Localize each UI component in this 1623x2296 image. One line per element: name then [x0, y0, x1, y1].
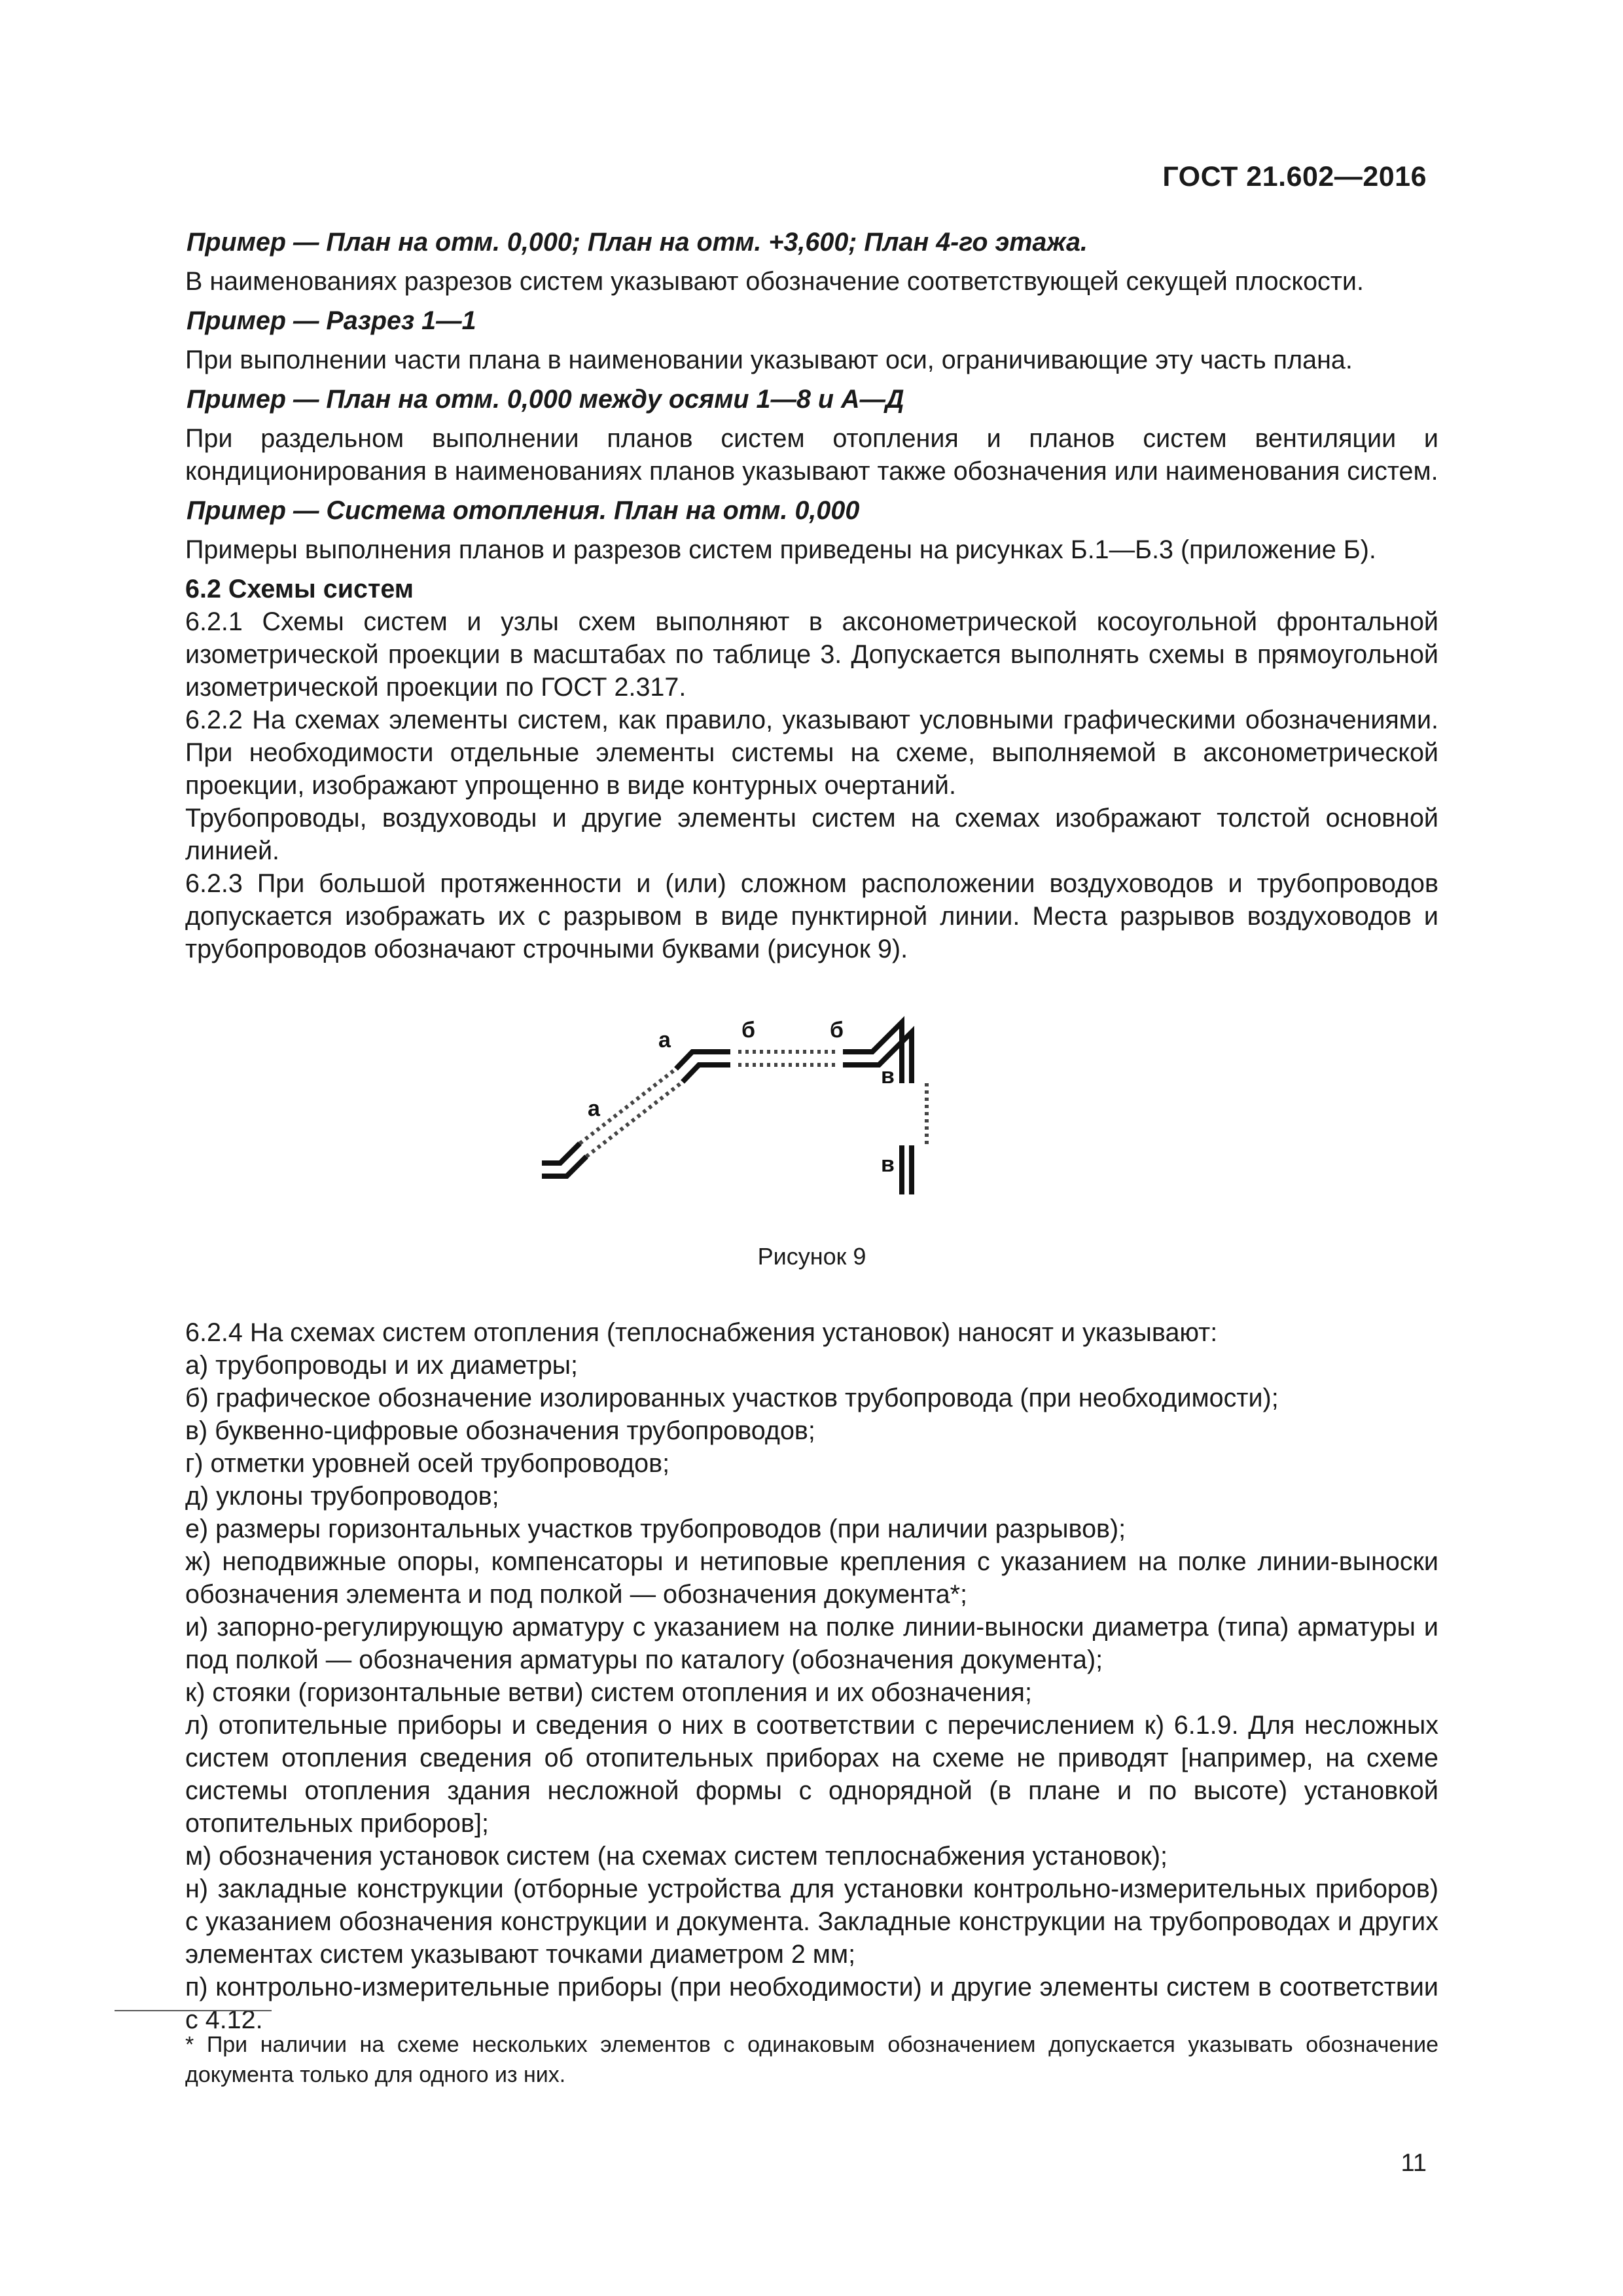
example-line-2: Пример — Разрез 1—1 [187, 306, 476, 335]
requirements-list [185, 1316, 1438, 2036]
list-item: д) уклоны трубопроводов; [185, 1482, 499, 1511]
paragraph-6-2-1: 6.2.1 Схемы систем и узлы схем выполняют в аксонометрической косоугольной фронтальной изометрической проекции в масштабах по таблице 3. Допускается выполнять схемы в прямоугольной изометрической проекции по ГОСТ 2.317. [185, 607, 1438, 702]
paragraph-plan-part: При выполнении части плана в наименовании указывают оси, ограничивающие эту часть плана. [185, 346, 1353, 374]
list-item: л) отопительные приборы и сведения о них в соответствии с перечислением к) 6.1.9. Для несложных систем отопления сведения об отопительных приборах на схеме не приводят [например, на схеме системы отопления здания несложной формы с однорядной (в плане и по высоте) установкой отопительных приборов]; [185, 1711, 1438, 1838]
label-b-left: б [741, 1018, 756, 1043]
paragraph-6-2-2: 6.2.2 На схемах элементы систем, как правило, указывают условными графическими обозначениями. При необходимости отдельные элементы системы на схеме, выполняемой в аксонометрической проекции, изображают упрощенно в виде контурных очертаний. [185, 706, 1438, 800]
list-item: в) буквенно-цифровые обозначения трубопроводов; [185, 1416, 815, 1445]
footnote-divider [115, 2010, 272, 2011]
list-item: к) стояки (горизонтальные ветви) систем отопления и их обозначения; [185, 1678, 1032, 1707]
label-v-upper: в [881, 1064, 895, 1088]
figure-caption: Рисунок 9 [757, 1243, 866, 1270]
list-item: н) закладные конструкции (отборные устройства для установки контрольно-измерительных приборов) с указанием обозначения конструкции и документа. Закладные конструкции на трубопроводах и других элементах систем указывают точками диаметром 2 мм; [185, 1874, 1438, 1969]
pipe-break-diagram [542, 985, 1000, 1221]
list-item: б) графическое обозначение изолированных участков трубопровода (при необходимости); [185, 1384, 1279, 1412]
list-intro: 6.2.4 На схемах систем отопления (теплоснабжения установок) наносят и указывают: [185, 1318, 1218, 1347]
example-line-4: Пример — Система отопления. План на отм. 0,000 [187, 496, 860, 525]
pipe-left-outer [542, 1143, 580, 1163]
list-item: ж) неподвижные опоры, компенсаторы и нетиповые крепления с указанием на полке линии-выноски обозначения элемента и под полкой — обозначения документа*; [185, 1547, 1438, 1609]
list-item: п) контрольно-измерительные приборы (при необходимости) и другие элементы систем в соответствии с 4.12. [185, 1973, 1438, 2034]
footnote: * При наличии на схеме нескольких элементов с одинаковым обозначением допускается указывать обозначение документа только для одного из них. [185, 2032, 1438, 2087]
paragraph-6-2-2-lines: Трубопроводы, воздуховоды и другие элементы систем на схемах изображают толстой основной линией. [185, 804, 1438, 865]
list-item: и) запорно-регулирующую арматуру с указанием на полке линии-выноски диаметра (типа) арматуры и под полкой — обозначения арматуры по каталогу (обозначения документа); [185, 1613, 1438, 1674]
document-code-header: ГОСТ 21.602—2016 [1162, 161, 1427, 192]
list-item: м) обозначения установок систем (на схемах систем теплоснабжения установок); [185, 1842, 1168, 1871]
paragraph-sections: В наименованиях разрезов систем указывают обозначение соответствующей секущей плоскости. [185, 267, 1364, 296]
break-line-a-inner [586, 1082, 683, 1157]
label-v-lower: в [881, 1152, 895, 1177]
example-line-1: Пример — План на отм. 0,000; План на отм. +3,600; План 4-го этажа. [187, 228, 1088, 257]
pipe-mid-inner [683, 1065, 730, 1082]
section-heading: 6.2 Схемы систем [185, 575, 414, 603]
figure-9 [185, 985, 1438, 1299]
example-line-3: Пример — План на отм. 0,000 между осями 1—8 и А—Д [187, 385, 904, 414]
page-number: 11 [1400, 2149, 1427, 2177]
list-item: а) трубопроводы и их диаметры; [185, 1351, 579, 1380]
label-a-upper: а [658, 1028, 671, 1052]
paragraph-separate-plans: При раздельном выполнении планов систем отопления и планов систем вентиляции и кондиционирования в наименованиях планов указывают также обозначения или наименования систем. [185, 424, 1438, 486]
label-a-lower: а [588, 1096, 600, 1121]
paragraph-examples-ref: Примеры выполнения планов и разрезов систем приведены на рисунках Б.1—Б.3 (приложение Б). [185, 535, 1376, 564]
list-item: е) размеры горизонтальных участков трубопроводов (при наличии разрывов); [185, 1515, 1126, 1543]
list-item: г) отметки уровней осей трубопроводов; [185, 1449, 670, 1478]
label-b-right: б [830, 1018, 844, 1043]
paragraph-6-2-3: 6.2.3 При большой протяженности и (или) сложном расположении воздуховодов и трубопроводов допускается изображать их с разрывом в виде пунктирной линии. Места разрывов воздуховодов и трубопроводов обозначают строчными буквами (рисунок 9). [185, 869, 1438, 963]
page-content [185, 226, 1438, 2036]
